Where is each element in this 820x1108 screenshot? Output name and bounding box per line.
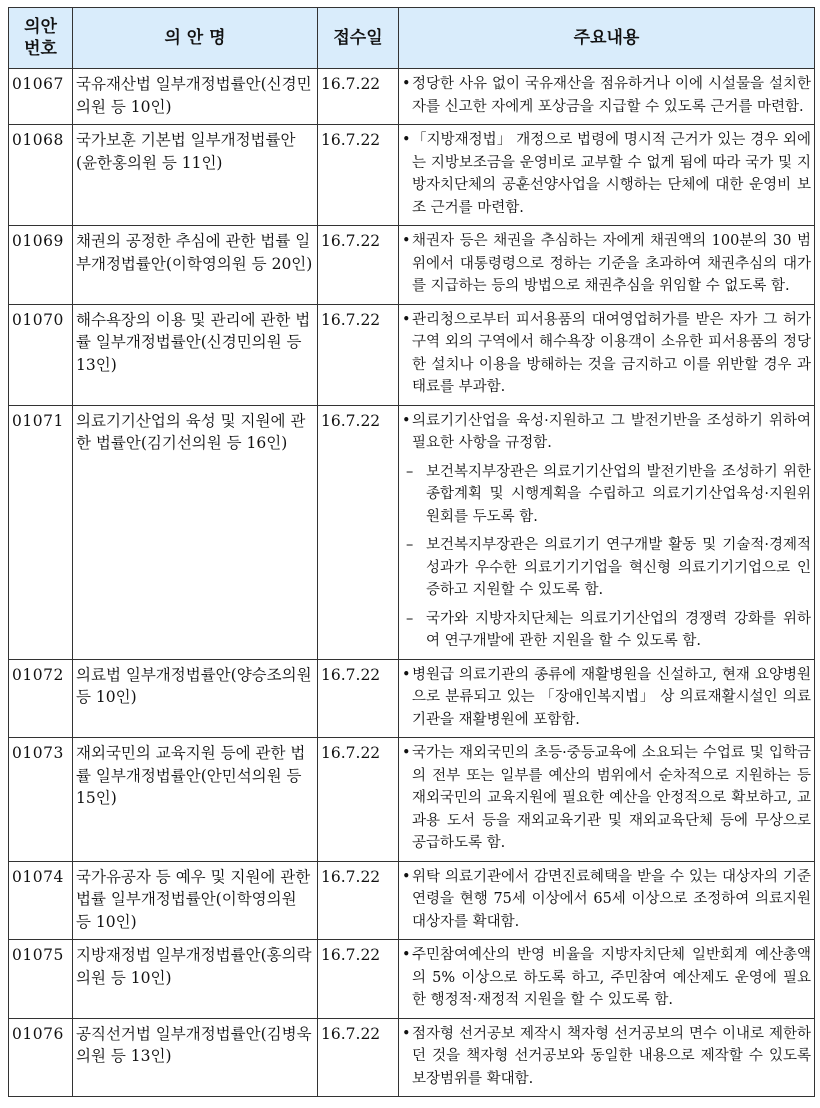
content-bullet xyxy=(402,742,811,855)
bill-number: 01069 xyxy=(9,226,73,305)
bill-name: 공직선거법 일부개정법률안(김병욱의원 등 13인) xyxy=(73,1018,318,1097)
header-main-content: 주요내용 xyxy=(399,8,815,69)
content-sub-item xyxy=(402,608,811,653)
main-content xyxy=(399,1018,815,1097)
main-content xyxy=(399,125,815,226)
sub-item-text: 보건복지부장관은 의료기기 연구개발 활동 및 기술적·경제적 성과가 우수한 의료기기기업을 혁신형 의료기기기업으로 인증하고 지원할 수 있도록 함. xyxy=(426,537,811,598)
content-bullet xyxy=(402,230,811,298)
bullet-icon: • xyxy=(402,947,411,963)
content-bullet xyxy=(402,410,811,455)
main-content xyxy=(399,69,815,125)
main-content xyxy=(399,405,815,659)
header-bill-name: 의 안 명 xyxy=(73,8,318,69)
bill-name: 의료기기산업의 육성 및 지원에 관한 법률안(김기선의원 등 16인) xyxy=(73,405,318,659)
sub-item-text: 보건복지부장관은 의료기기산업의 발전기반을 조성하기 위한 종합계획 및 시행계획을 수립하고 의료기기산업육성·지원위원회를 두도록 함. xyxy=(426,463,811,525)
bill-number: 01070 xyxy=(9,304,73,405)
bill-name: 국가보훈 기본법 일부개정법률안(윤한홍의원 등 11인) xyxy=(73,125,318,226)
bullet-icon: • xyxy=(402,868,411,885)
main-content xyxy=(399,861,815,940)
table-row xyxy=(9,738,815,862)
main-content xyxy=(399,940,815,1019)
sub-item-text: 국가와 지방자치단체는 의료기기산업의 경쟁력 강화를 위하여 연구개발에 관한 지원을 할 수 있도록 함. xyxy=(426,610,811,649)
bill-name: 의료법 일부개정법률안(양승조의원 등 10인) xyxy=(73,659,318,738)
bill-number: 01068 xyxy=(9,125,73,226)
content-bullet xyxy=(402,944,811,1012)
received-date: 16.7.22 xyxy=(318,405,399,659)
received-date: 16.7.22 xyxy=(318,659,399,738)
received-date: 16.7.22 xyxy=(318,861,399,940)
content-bullet xyxy=(402,309,811,399)
bullet-icon: • xyxy=(402,745,411,761)
bullet-icon: • xyxy=(402,666,411,683)
bullet-icon: • xyxy=(402,132,411,148)
table-row xyxy=(9,125,815,226)
bullet-text: 채권자 등은 채권을 추심하는 자에게 채권액의 100분의 30 범위에서 대통령령으로 정하는 기준을 초과하여 채권추심의 대가를 지급하는 등의 방법으로 채권추심을 위임할 수 없도록 함. xyxy=(412,233,811,294)
content-sub-item xyxy=(402,534,811,602)
bill-number: 01075 xyxy=(9,940,73,1019)
received-date: 16.7.22 xyxy=(318,226,399,305)
bill-number: 01071 xyxy=(9,405,73,659)
bill-number: 01076 xyxy=(9,1018,73,1097)
content-sub-item xyxy=(402,461,811,529)
bill-table xyxy=(8,7,815,1097)
bullet-icon: • xyxy=(402,412,411,429)
dash-icon: – xyxy=(406,537,414,553)
bullet-text: 관리청으로부터 피서용품의 대여영업허가를 받은 자가 그 허가구역 외의 구역에서 해수욕장 이용객이 소유한 피서용품의 정당한 설치나 이용을 방해하는 것을 금지하고 이를 위반할 경우 과태료를 부과함. xyxy=(412,311,811,395)
bill-name: 지방재정법 일부개정법률안(홍의락의원 등 10인) xyxy=(73,940,318,1019)
bullet-icon: • xyxy=(402,1025,411,1042)
header-received-date: 접수일 xyxy=(318,8,399,69)
bullet-text: 의료기기산업을 육성·지원하고 그 발전기반을 조성하기 위하여 필요한 사항을 규정함. xyxy=(412,412,811,451)
header-bill-number-line2: 번호 xyxy=(24,39,57,59)
table-row xyxy=(9,226,815,305)
dash-icon: – xyxy=(406,463,414,480)
bill-name: 해수욕장의 이용 및 관리에 관한 법률 일부개정법률안(신경민의원 등 13인) xyxy=(73,304,318,405)
header-bill-number-line1: 의안 xyxy=(24,17,57,37)
bullet-text: 주민참여예산의 반영 비율을 지방자치단체 일반회계 예산총액의 5% 이상으로 하도록 하고, 주민참여 예산제도 운영에 필요한 행정적·재정적 지원을 할 수 있도록 함. xyxy=(412,947,811,1008)
main-content xyxy=(399,304,815,405)
received-date: 16.7.22 xyxy=(318,125,399,226)
bill-number: 01067 xyxy=(9,69,73,125)
content-bullet xyxy=(402,129,811,219)
table-row xyxy=(9,940,815,1019)
bill-name: 국가유공자 등 예우 및 지원에 관한 법률 일부개정법률안(이학영의원 등 10인) xyxy=(73,861,318,940)
main-content xyxy=(399,738,815,862)
bullet-text: 병원급 의료기관의 종류에 재활병원을 신설하고, 현재 요양병원으로 분류되고 있는 「장애인복지법」 상 의료재활시설인 의료기관을 재활병원에 포함함. xyxy=(412,666,811,728)
bill-name: 채권의 공정한 추심에 관한 법률 일부개정법률안(이학영의원 등 20인) xyxy=(73,226,318,305)
table-body xyxy=(9,69,815,1097)
dash-icon: – xyxy=(406,610,414,627)
table-row xyxy=(9,659,815,738)
received-date: 16.7.22 xyxy=(318,304,399,405)
content-bullet xyxy=(402,1023,811,1091)
bill-name: 국유재산법 일부개정법률안(신경민의원 등 10인) xyxy=(73,69,318,125)
bullet-icon: • xyxy=(402,311,411,328)
received-date: 16.7.22 xyxy=(318,69,399,125)
table-row xyxy=(9,304,815,405)
bullet-text: 점자형 선거공보 제작시 책자형 선거공보의 면수 이내로 제한하던 것을 책자형 선거공보와 동일한 내용으로 제작할 수 있도록 보장범위를 확대함. xyxy=(412,1025,811,1087)
content-bullet xyxy=(402,664,811,732)
bill-number: 01073 xyxy=(9,738,73,862)
bill-table-wrapper xyxy=(8,7,814,1097)
received-date: 16.7.22 xyxy=(318,940,399,1019)
bullet-text: 「지방재정법」 개정으로 법령에 명시적 근거가 있는 경우 외에는 지방보조금을 운영비로 교부할 수 없게 됨에 따라 국가 및 지방자치단체의 공훈선양사업을 시행하는 단체에 대한 운영비 보조 근거를 마련함. xyxy=(412,132,811,216)
header-bill-number xyxy=(9,8,73,69)
main-content xyxy=(399,659,815,738)
table-row xyxy=(9,405,815,659)
table-row xyxy=(9,861,815,940)
bill-name: 재외국민의 교육지원 등에 관한 법률 일부개정법률안(안민석의원 등 15인) xyxy=(73,738,318,862)
table-header-row xyxy=(9,8,815,69)
bullet-icon: • xyxy=(402,233,411,249)
table-row xyxy=(9,1018,815,1097)
bullet-text: 정당한 사유 없이 국유재산을 점유하거나 이에 시설물을 설치한 자를 신고한 자에게 포상금을 지급할 수 있도록 근거를 마련함. xyxy=(412,76,811,115)
received-date: 16.7.22 xyxy=(318,1018,399,1097)
main-content xyxy=(399,226,815,305)
bill-number: 01074 xyxy=(9,861,73,940)
bullet-icon: • xyxy=(402,76,411,92)
content-bullet xyxy=(402,73,811,118)
table-row xyxy=(9,69,815,125)
bullet-text: 위탁 의료기관에서 감면진료혜택을 받을 수 있는 대상자의 기준연령을 현행 75세 이상에서 65세 이상으로 조정하여 의료지원 대상자를 확대함. xyxy=(412,868,811,930)
bill-number: 01072 xyxy=(9,659,73,738)
content-bullet xyxy=(402,866,811,934)
bullet-text: 국가는 재외국민의 초등·중등교육에 소요되는 수업료 및 입학금의 전부 또는 일부를 예산의 범위에서 순차적으로 지원하는 등 재외국민의 교육지원에 필요한 예산을 안정적으로 확보하고, 교과용 도서 등을 재외교육기관 및 재외교육단체 등에 무상으로 공급하도록 함. xyxy=(412,745,811,851)
received-date: 16.7.22 xyxy=(318,738,399,862)
